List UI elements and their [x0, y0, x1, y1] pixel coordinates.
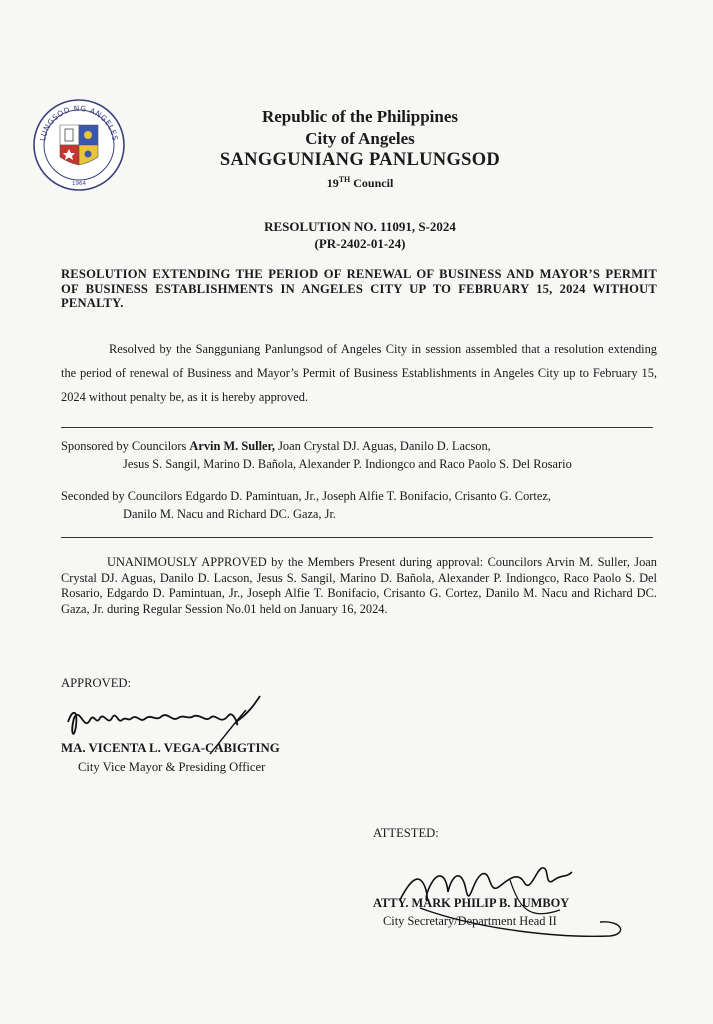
header-sangguniang: SANGGUNIANG PANLUNGSOD	[219, 150, 501, 170]
attested-label: ATTESTED:	[373, 826, 439, 840]
resolution-body: Resolved by the Sangguniang Panlungsod of Angeles City in session assembled that a resolution extending the period of renewal of Business and Mayor’s Permit of Business Establishments in Angeles City up to February 15, 2024 without penalty be, as it is hereby approved.	[61, 342, 657, 404]
approval-statement: UNANIMOUSLY APPROVED by the Members Present during approval: Councilors Arvin M. Suller, Joan Crystal DJ. Aguas, Danilo D. Lacson, Jesus S. Sangil, Marino D. Bañola, Alexander P. Indiongco, Raco Paolo S. Del Rosario, Edgardo D. Pamintuan, Jr., Joseph Alfie T. Bonifacio, Crisanto G. Cortez, Danilo M. Nacu and Richard DC. Gaza, Jr. during Regular Session No.01 held on January 16, 2024.	[61, 555, 657, 616]
vice-mayor-title: City Vice Mayor & Presiding Officer	[78, 760, 266, 774]
divider	[61, 537, 653, 538]
svg-text:1964: 1964	[72, 181, 86, 187]
divider	[61, 427, 653, 428]
pr-number: (PR-2402-01-24)	[314, 236, 406, 251]
resolution-title: RESOLUTION EXTENDING THE PERIOD OF RENEWAL OF BUSINESS AND MAYOR’S PERMIT OF BUSINESS ESTABLISHMENTS IN ANGELES CITY UP TO FEBRUARY 15, 2024 WITHOUT PENALTY.	[61, 267, 657, 310]
svg-text:LUNGSOD NG ANGELES: LUNGSOD NG ANGELES	[38, 103, 120, 142]
vice-mayor-name: MA. VICENTA L. VEGA-CABIGTING	[61, 741, 280, 755]
city-secretary-name: ATTY. MARK PHILIP B. LUMBOY	[373, 896, 570, 910]
city-secretary-title: City Secretary/Department Head II	[383, 914, 557, 928]
header-council: 19TH Council	[326, 175, 394, 190]
approved-label: APPROVED:	[61, 676, 131, 690]
sponsored-by: Sponsored by Councilors Arvin M. Suller, Joan Crystal DJ. Aguas, Danilo D. Lacson, Jesus S. Sangil, Marino D. Bañola, Alexander P. Indiongco and Raco Paolo S. Del Rosario	[61, 439, 572, 471]
header-republic: Republic of the Philippines	[261, 107, 458, 126]
city-seal-logo	[33, 99, 125, 191]
resolution-number: RESOLUTION NO. 11091, S-2024	[264, 219, 456, 234]
seconded-by: Seconded by Councilors Edgardo D. Pamintuan, Jr., Joseph Alfie T. Bonifacio, Crisanto G. Cortez, Danilo M. Nacu and Richard DC. Gaza, Jr.	[61, 489, 551, 521]
header-city: City of Angeles	[305, 129, 415, 148]
